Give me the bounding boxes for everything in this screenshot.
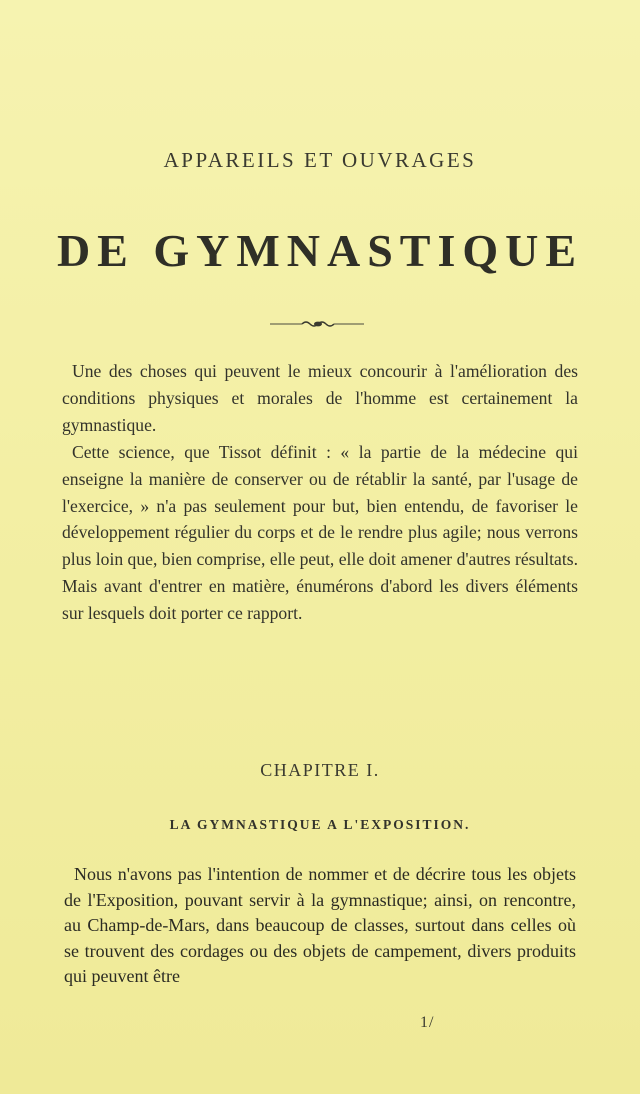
header-line-1: APPAREILS ET OUVRAGES [163, 148, 477, 172]
intro-paragraph-1: Une des choses qui peuvent le mieux concourir à l'amélioration des conditions physiques et morales de l'homme est certainement la gymnastique. [62, 361, 578, 435]
intro-paragraph-2: Cette science, que Tissot définit : « la partie de la médecine qui enseigne la manière de conserver ou de rétablir la santé, par l'usage de l'exercice, » n'a pas seulement pour but, bien entendu, de favoriser le développement régulier du corps et de le rendre plus agile; nous verrons plus loin que, bien comprise, elle peut, elle doit amener d'autres résultats. Mais avant d'entrer en matière, énumérons d'abord les divers éléments sur lesquels doit porter ce rapport. [62, 442, 578, 623]
main-title: DE GYMNASTIQUE [56, 225, 584, 276]
section-heading: LA GYMNASTIQUE A L'EXPOSITION. [169, 817, 471, 832]
page-signature-mark: 1/ [420, 1014, 435, 1031]
ornament-divider [268, 318, 366, 330]
chapter-paragraph-1: Nous n'avons pas l'intention de nommer et de décrire tous les objets de l'Exposition, pouvant servir à la gymnastique; ainsi, on rencontre, au Champ-de-Mars, dans beaucoup de classes, surtout dans celles où se trouvent des cordages ou des objets de campement, divers produits qui peuvent être [64, 864, 576, 986]
chapter-heading: CHAPITRE I. [260, 760, 380, 780]
